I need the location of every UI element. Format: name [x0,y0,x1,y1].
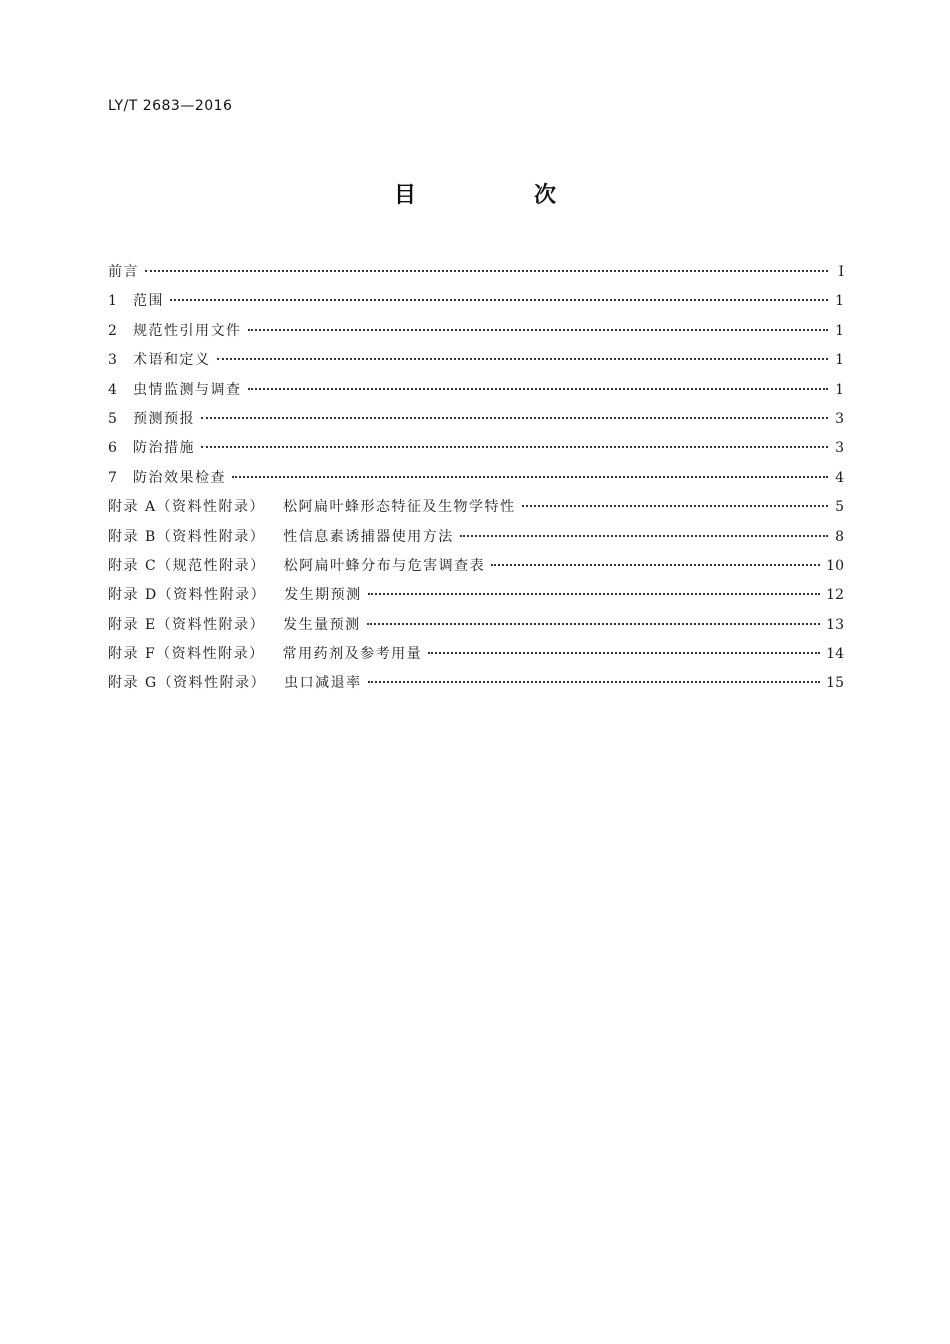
toc-entry-page: Ⅰ [838,264,844,280]
toc-entry-title: 防治措施 [133,440,195,457]
toc-entry[interactable] [108,523,844,552]
toc-leader-dots [201,446,828,448]
toc-entry-title: 规范性引用文件 [133,322,242,339]
toc-entry-page: 12 [826,587,844,604]
toc-entry-annex-label: 附录 G（资料性附录） [108,675,267,692]
toc-leader-dots [170,299,828,301]
toc-entry[interactable] [108,669,844,698]
toc-entry-title: 前言 [108,264,139,280]
toc-leader-dots [248,388,829,390]
toc-entry[interactable] [108,258,844,287]
toc-entry-title: 发生量预测 [283,616,361,633]
toc-entry[interactable] [108,493,844,522]
toc-leader-dots [428,652,820,654]
toc-entry-annex-label: 附录 E（资料性附录） [108,616,266,633]
toc-entry[interactable] [108,640,844,669]
toc-leader-dots [522,505,828,507]
toc-entry-annex-label: 附录 F（资料性附录） [108,646,265,663]
toc-entry-page: 13 [826,616,844,633]
toc-entry[interactable] [108,611,844,640]
page-title: 目 次 [393,183,604,208]
toc-entry-page: 3 [835,410,844,427]
toc-entry-page: 8 [835,528,844,545]
toc-entry-page: 1 [835,322,844,339]
toc-entry[interactable] [108,317,844,346]
toc-leader-dots [367,623,821,625]
toc-entry-annex-label: 附录 B（资料性附录） [108,528,266,545]
toc-entry-title: 松阿扁叶蜂分布与危害调查表 [283,557,486,574]
toc-entry-title: 范围 [133,293,164,310]
toc-entry-annex-label: 附录 D（资料性附录） [108,587,267,604]
toc-entry-page: 10 [826,557,844,574]
toc-entry-annex-label: 附录 C（规范性附录） [108,557,266,574]
toc-entry[interactable] [108,552,844,581]
toc-entry-number: 6 [108,440,119,457]
toc-entry-page: 5 [835,499,844,516]
standard-number: LY/T 2683—2016 [108,98,233,114]
toc-entry[interactable] [108,346,844,375]
toc-entry-title: 虫情监测与调查 [133,381,242,398]
toc-entry-page: 4 [835,469,844,486]
toc-entry-page: 3 [835,440,844,457]
toc-entry-number: 2 [108,322,119,339]
toc-leader-dots [217,358,829,360]
toc-entry-title: 虫口减退率 [284,675,362,692]
toc-entry-page: 1 [835,381,844,398]
toc-entry-page: 15 [826,675,844,692]
toc-leader-dots [368,681,821,683]
toc-leader-dots [248,329,829,331]
toc-entry[interactable] [108,376,844,405]
toc-entry[interactable] [108,434,844,463]
toc-entry-page: 1 [835,293,844,310]
toc-leader-dots [491,564,820,566]
table-of-contents [108,258,844,699]
toc-entry-number: 5 [108,410,119,427]
toc-entry-title: 防治效果检查 [133,469,226,486]
toc-entry-title: 术语和定义 [133,352,211,369]
toc-entry-page: 1 [835,352,844,369]
toc-leader-dots [368,593,820,595]
toc-entry-title: 性信息素诱捕器使用方法 [283,528,454,545]
toc-entry[interactable] [108,581,844,610]
toc-entry-number: 3 [108,352,119,369]
toc-entry-title: 松阿扁叶蜂形态特征及生物学特性 [283,499,516,516]
toc-entry-annex-label: 附录 A（资料性附录） [108,499,266,516]
toc-entry[interactable] [108,287,844,316]
toc-entry-page: 14 [826,646,844,663]
toc-leader-dots [460,535,828,537]
toc-entry-title: 常用药剂及参考用量 [282,646,423,663]
toc-entry-number: 7 [108,469,119,486]
toc-leader-dots [232,476,828,478]
toc-entry-number: 4 [108,381,119,398]
toc-leader-dots [145,270,828,272]
toc-entry[interactable] [108,405,844,434]
toc-entry[interactable] [108,464,844,493]
toc-entry-number: 1 [108,293,119,310]
toc-entry-title: 预测预报 [133,410,195,427]
toc-leader-dots [201,417,828,419]
toc-entry-title: 发生期预测 [284,587,362,604]
